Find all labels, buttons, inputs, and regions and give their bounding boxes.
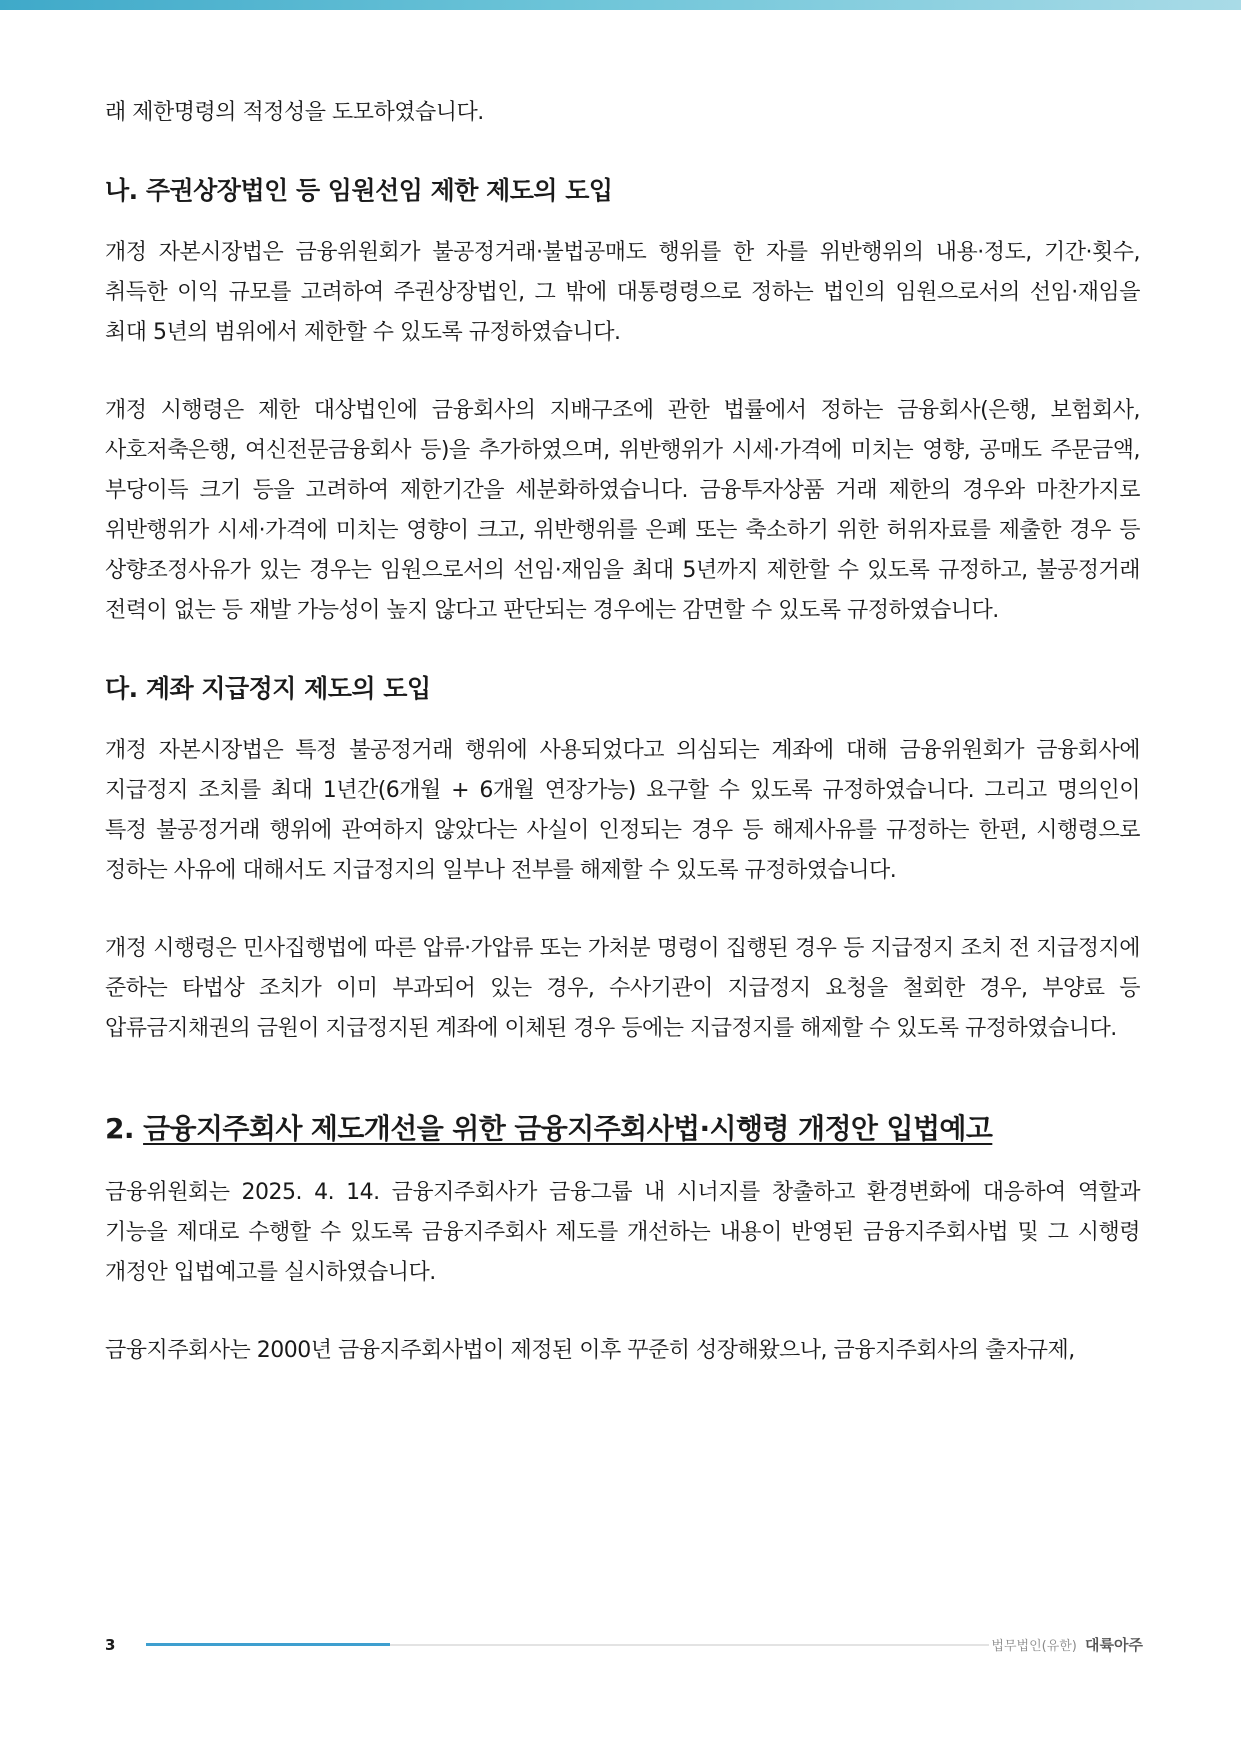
section-2-paragraph-1: 금융위원회는 2025. 4. 14. 금융지주회사가 금융그룹 내 시너지를 창출하고 환경변화에 대응하여 역할과 기능을 제대로 수행할 수 있도록 금융지주회사 제도를 개선하는 내용이 반영된 금융지주회사법 및 그 시행령 개정안 입법예고를 실시하였습니다. <box>105 1180 1140 1285</box>
firm-prefix: 법무법인(유한) <box>991 1639 1077 1654</box>
page-number: 3 <box>105 1636 116 1654</box>
footer-divider-accent <box>146 1643 390 1646</box>
section-2-paragraph-2: 금융지주회사는 2000년 금융지주회사법이 제정된 이후 꾸준히 성장해왔으나, 금융지주회사의 출자규제, <box>105 1338 1075 1363</box>
section-na-paragraph-1: 개정 자본시장법은 금융위원회가 불공정거래·불법공매도 행위를 한 자를 위반행위의 내용·정도, 기간·횟수, 취득한 이익 규모를 고려하여 주권상장법인, 그 밖에 대통령령으로 정하는 법인의 임원으로서의 선임·재임을 최대 5년의 범위에서 제한할 수 있도록 규정하였습니다. <box>105 240 1140 345</box>
document-body <box>105 93 1140 1371</box>
section-2-heading <box>105 1107 1140 1151</box>
section-na-heading: 나. 주권상장법인 등 임원선임 제한 제도의 도입 <box>105 176 613 205</box>
page-footer <box>0 1630 1241 1660</box>
section-da-heading: 다. 계좌 지급정지 제도의 도입 <box>105 674 431 703</box>
intro-line: 래 제한명령의 적정성을 도모하였습니다. <box>105 100 484 125</box>
section-da-paragraph-1: 개정 자본시장법은 특정 불공정거래 행위에 사용되었다고 의심되는 계좌에 대해 금융위원회가 금융회사에 지급정지 조치를 최대 1년간(6개월 + 6개월 연장가능) 요구할 수 있도록 규정하였습니다. 그리고 명의인이 특정 불공정거래 행위에 관여하지 않았다는 사실이 인정되는 경우 등 해제사유를 규정하는 한편, 시행령으로 정하는 사유에 대해서도 지급정지의 일부나 전부를 해제할 수 있도록 규정하였습니다. <box>105 738 1140 883</box>
section-2-title: 금융지주회사 제도개선을 위한 금융지주회사법·시행령 개정안 입법예고 <box>143 1112 993 1145</box>
firm-name: 대륙아주 <box>1085 1636 1143 1654</box>
top-accent-bar <box>0 0 1241 10</box>
section-na-paragraph-2: 개정 시행령은 제한 대상법인에 금융회사의 지배구조에 관한 법률에서 정하는 금융회사(은행, 보험회사, 사호저축은행, 여신전문금융회사 등)을 추가하였으며, 위반행위가 시세·가격에 미치는 영향, 공매도 주문금액, 부당이득 크기 등을 고려하여 제한기간을 세분화하였습니다. 금융투자상품 거래 제한의 경우와 마찬가지로 위반행위가 시세·가격에 미치는 영향이 크고, 위반행위를 은폐 또는 축소하기 위한 허위자료를 제출한 경우 등 상향조정사유가 있는 경우는 임원으로서의 선임·재임을 최대 5년까지 제한할 수 있도록 규정하고, 불공정거래 전력이 없는 등 재발 가능성이 높지 않다고 판단되는 경우에는 감면할 수 있도록 규정하였습니다. <box>105 398 1140 623</box>
section-2-number: 2. <box>105 1112 134 1145</box>
firm-signature <box>991 1630 1143 1662</box>
section-da-paragraph-2: 개정 시행령은 민사집행법에 따른 압류·가압류 또는 가처분 명령이 집행된 경우 등 지급정지 조치 전 지급정지에 준하는 타법상 조치가 이미 부과되어 있는 경우, 수사기관이 지급정지 요청을 철회한 경우, 부양료 등 압류금지채권의 금원이 지급정지된 계좌에 이체된 경우 등에는 지급정지를 해제할 수 있도록 규정하였습니다. <box>105 936 1140 1041</box>
